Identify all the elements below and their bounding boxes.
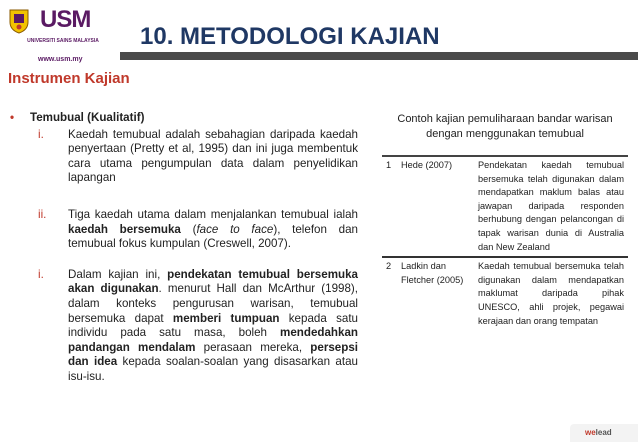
list-item-2	[8, 208, 358, 252]
university-crest-icon	[8, 8, 30, 34]
emphasis-text: pendekatan temubual bersemuka akan digunakan	[68, 267, 358, 296]
list-item-text: (	[180, 222, 197, 236]
table-cell-no: 1	[383, 156, 398, 257]
footer-logo-part: lead	[595, 428, 612, 437]
list-item-text: . menurut Hall dan McArthur (1998), dalam konteks pengurusan warisan, temubual bersemuka dapat	[68, 282, 358, 325]
list-item-text: ), telefon dan temubual fokus kumpulan (Creswell, 2007).	[68, 222, 358, 251]
list-item-text: kepada soalan-soalan yang disasarkan atau isu-isu.	[68, 355, 358, 383]
emphasis-text: kaedah bersemuka	[68, 222, 181, 236]
footer-logo-text	[585, 428, 612, 437]
logo-university-name: UNIVERSITI SAINS MALAYSIA	[27, 38, 99, 44]
list-number: ii.	[38, 207, 47, 221]
emphasis-text: persepsi dan idea	[68, 340, 358, 369]
table-cell-author: Hede (2007)	[398, 156, 475, 257]
page-title: 10. METODOLOGI KAJIAN	[140, 23, 440, 50]
list-item-text: Tiga kaedah utama dalam menjalankan temubual ialah	[68, 207, 358, 221]
section-subtitle: Instrumen Kajian	[8, 70, 130, 87]
logo-url: www.usm.my	[38, 56, 83, 63]
table-caption: Contoh kajian pemuliharaan bandar warisan dengan menggunakan temubual	[397, 113, 613, 140]
content-column	[8, 111, 358, 385]
table-row	[383, 156, 628, 257]
list-item-1	[8, 128, 358, 186]
list-number: i.	[38, 127, 44, 141]
list-item-text: Dalam kajian ini,	[68, 267, 168, 281]
title-divider	[120, 52, 638, 60]
list-number: i.	[38, 267, 44, 281]
table-row	[383, 257, 628, 330]
list-item-text: Kaedah temubual adalah sebahagian daripada kaedah penyertaan (Pretty et al, 1995) dan ini juga membentuk cara utama pengumpulan data dalam penyelidikan lapangan	[68, 127, 358, 185]
logo-wordmark: USM	[40, 6, 91, 33]
table-cell-author: Ladkin dan Fletcher (2005)	[398, 257, 475, 330]
footer-logo-part: we	[585, 428, 596, 437]
list-item-text: kepada satu individu pada satu masa, boleh	[68, 311, 358, 340]
bullet-heading-text: Temubual (Kualitatif)	[30, 111, 145, 124]
italic-text: face to face	[196, 222, 274, 236]
table-cell-description: Pendekatan kaedah temubual bersemuka telah digunakan dalam mendapatkan maklum balas atau jawapan daripada responden berhubung dengan pelancongan di tapak warisan dunia di Australia dan New Zealand	[475, 156, 628, 257]
study-examples-table	[382, 155, 628, 331]
table-cell-no: 2	[383, 257, 398, 330]
emphasis-text: mendedahkan pandangan mendalam	[68, 326, 358, 354]
usm-logo	[4, 6, 122, 68]
emphasis-text: memberi tumpuan	[172, 311, 280, 325]
bullet-heading	[8, 111, 358, 126]
list-item-text: perasaan mereka,	[195, 340, 311, 354]
bullet-icon: •	[10, 111, 15, 124]
table-cell-description: Kaedah temubual bersemuka telah digunakan dalam mendapatkan maklumat daripada pihak UNESCO, ahli projek, pegawai kerajaan dan orang tempatan	[475, 257, 628, 330]
list-item-3	[8, 268, 358, 385]
